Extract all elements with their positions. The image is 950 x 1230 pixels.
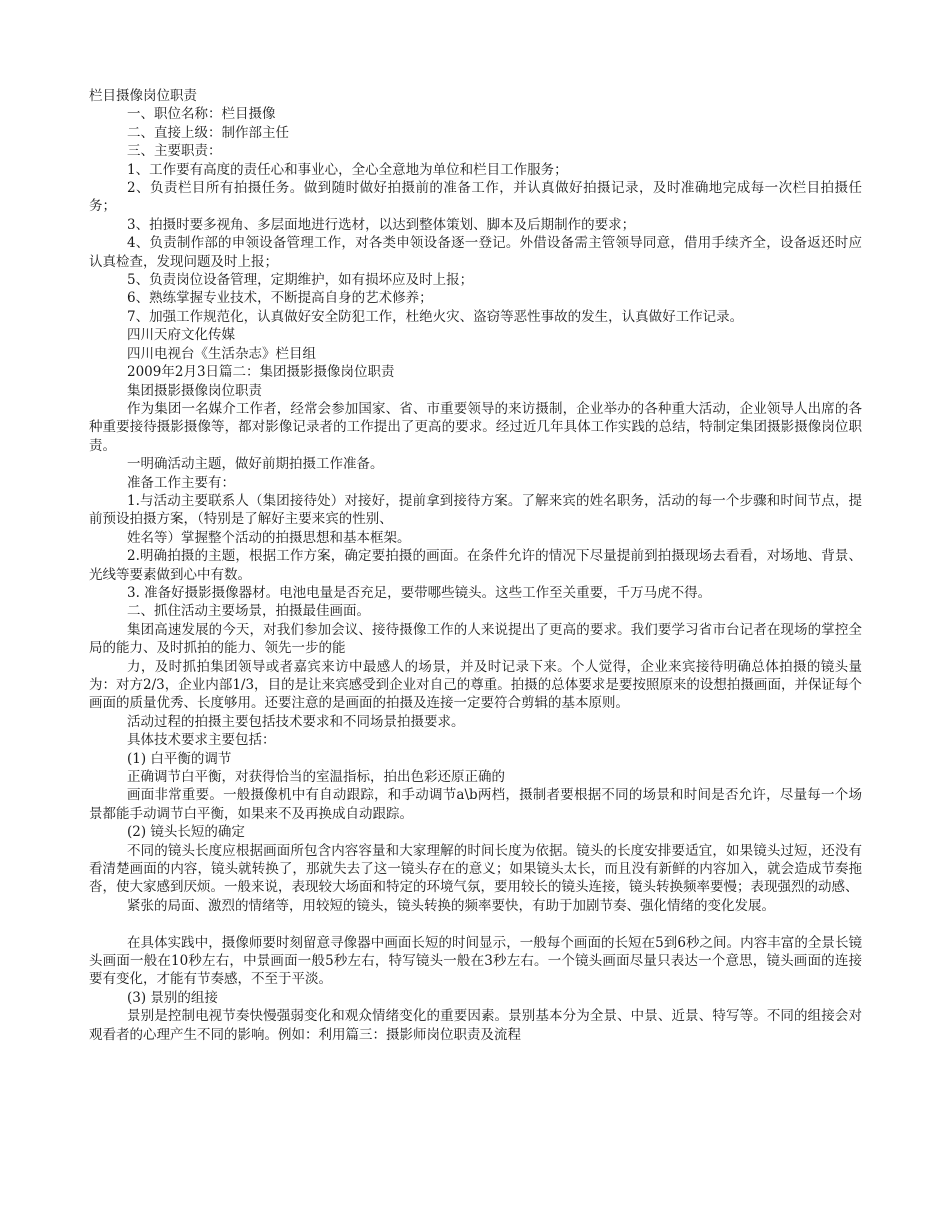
paragraph: 2009年2月3日篇二：集团摄影摄像岗位职责: [127, 364, 395, 381]
paragraph: 一明确活动主题，做好前期拍摄工作准备。: [127, 456, 384, 473]
paragraph: 集团高速发展的今天，对我们参加会议、接待摄像工作的人来说提出了更高的要求。我们要学习省市台记者在现场的掌控全局的能力、及时抓拍的能力、领先一步的能: [89, 621, 862, 657]
paragraph: 准备工作主要有：: [127, 474, 235, 491]
paragraph: 一、职位名称：栏目摄像: [127, 106, 276, 123]
paragraph: 3、拍摄时要多视角、多层面地进行选材，以达到整体策划、脚本及后期制作的要求；: [127, 216, 636, 233]
paragraph: 紧张的局面、激烈的情绪等，用较短的镜头，镜头转换的频率要快，有助于加剧节奏、强化情绪的变化发展。: [127, 897, 775, 914]
paragraph: 集团摄影摄像岗位职责: [127, 382, 262, 399]
paragraph: 画面非常重要。一般摄像机中有自动跟踪，和手动调节a\b两档，摄制者要根据不同的场景和时间是否允许，尽量每一个场景都能手动调节白平衡，如果来不及再换成自动跟踪。: [89, 787, 862, 822]
paragraph: 7、加强工作规范化，认真做好安全防犯工作，杜绝火灾、盗窃等恶性事故的发生，认真做好工作记录。: [127, 308, 744, 325]
paragraph: 3. 准备好摄影摄像器材。电池电量是否充足，要带哪些镜头。这些工作至关重要，千万马虎不得。: [127, 584, 712, 601]
paragraph: (2) 镜头长短的确定: [127, 824, 245, 841]
paragraph: 四川天府文化传媒: [127, 327, 235, 344]
blank-line: [89, 915, 862, 933]
paragraph: 1、工作要有高度的责任心和事业心，全心全意地为单位和栏目工作服务；: [127, 161, 568, 178]
paragraph: 具体技术要求主要包括：: [127, 732, 276, 749]
paragraph: (3) 景别的组接: [127, 989, 218, 1006]
paragraph: 1.与活动主要联系人（集团接待处）对接好，提前拿到接待方案。了解来宾的姓名职务，活动的每一个步骤和时间节点，提前预设拍摄方案，（特别是了解好主要来宾的性别、: [89, 492, 862, 528]
paragraph: 2、负责栏目所有拍摄任务。做到随时做好拍摄前的准备工作，并认真做好拍摄记录，及时准确地完成每一次栏目拍摄任务；: [89, 180, 862, 215]
paragraph: 姓名等）掌握整个活动的拍摄思想和基本框架。: [127, 529, 411, 546]
paragraph: 作为集团一名媒介工作者，经常会参加国家、省、市重要领导的来访摄制，企业举办的各种重大活动，企业领导人出席的各种重要接待摄影摄像等，都对影像记录者的工作提出了更高的要求。经过近几年具体工作实践的总结，特制定集团摄影摄像岗位职责。: [89, 400, 862, 454]
paragraph: 在具体实践中，摄像师要时刻留意寻像器中画面长短的时间显示，一般每个画面的长短在5到6秒之间。内容丰富的全景长镜头画面一般在10秒左右，中景画面一般5秒左右，特写镜头一般在3秒左右。一个镜头画面尽量只表达一个意思，镜头画面的连接要有变化，才能有节奏感，不至于平淡。: [89, 934, 862, 988]
paragraph: 三、主要职责：: [127, 143, 222, 160]
paragraph: 二、抓住活动主要场景，拍摄最佳画面。: [127, 603, 370, 620]
paragraph: 景别是控制电视节奏快慢强弱变化和观众情绪变化的重要因素。景别基本分为全景、中景、近景、特写等。不同的组接会对观看者的心理产生不同的影响。例如：利用篇三：摄影师岗位职责及流程: [89, 1008, 862, 1043]
paragraph: 5、负责岗位设备管理，定期维护，如有损坏应及时上报；: [127, 272, 474, 289]
paragraph: 4、负责制作部的申领设备管理工作，对各类申领设备逐一登记。外借设备需主管领导同意，借用手续齐全，设备返还时应认真检查，发现问题及时上报；: [89, 235, 862, 270]
paragraph: 2.明确拍摄的主题，根据工作方案，确定要拍摄的画面。在条件允许的情况下尽量提前到拍摄现场去看看，对场地、背景、光线等要素做到心中有数。: [89, 548, 862, 583]
paragraph: 四川电视台《生活杂志》栏目组: [127, 345, 316, 362]
paragraph: 正确调节白平衡，对获得恰当的室温指标，拍出色彩还原正确的: [127, 769, 505, 786]
paragraph: (1) 白平衡的调节: [127, 750, 232, 767]
paragraph: 6、熟练掌握专业技术，不断提高自身的艺术修养；: [127, 290, 433, 307]
paragraph: 二、直接上级：制作部主任: [127, 124, 289, 141]
document-title: 栏目摄像岗位职责: [89, 88, 197, 104]
paragraph: 力，及时抓拍集团领导或者嘉宾来访中最感人的场景，并及时记录下来。个人觉得，企业来宾接待明确总体拍摄的镜头量为：对方2/3，企业内部1/3，目的是让来宾感受到企业对自己的尊重。拍摄的总体要求是要按照原来的设想拍摄画面，并保证每个画面的质量优秀、长度够用。还要注意的是画面的拍摄及连接一定要符合剪辑的基本原则。: [89, 658, 862, 712]
paragraph: 活动过程的拍摄主要包括技术要求和不同场景拍摄要求。: [127, 713, 465, 730]
paragraph: 不同的镜头长度应根据画面所包含内容容量和大家理解的时间长度为依据。镜头的长度安排要适宜，如果镜头过短，还没有看清楚画面的内容，镜头就转换了，那就失去了这一镜头存在的意义；如果镜头太长，而且没有新鲜的内容加入，就会造成节奏拖沓，使大家感到厌烦。一般来说，表现较大场面和特定的环境气氛，要用较长的镜头连接，镜头转换频率要慢；表现强烈的动感、: [89, 842, 862, 896]
